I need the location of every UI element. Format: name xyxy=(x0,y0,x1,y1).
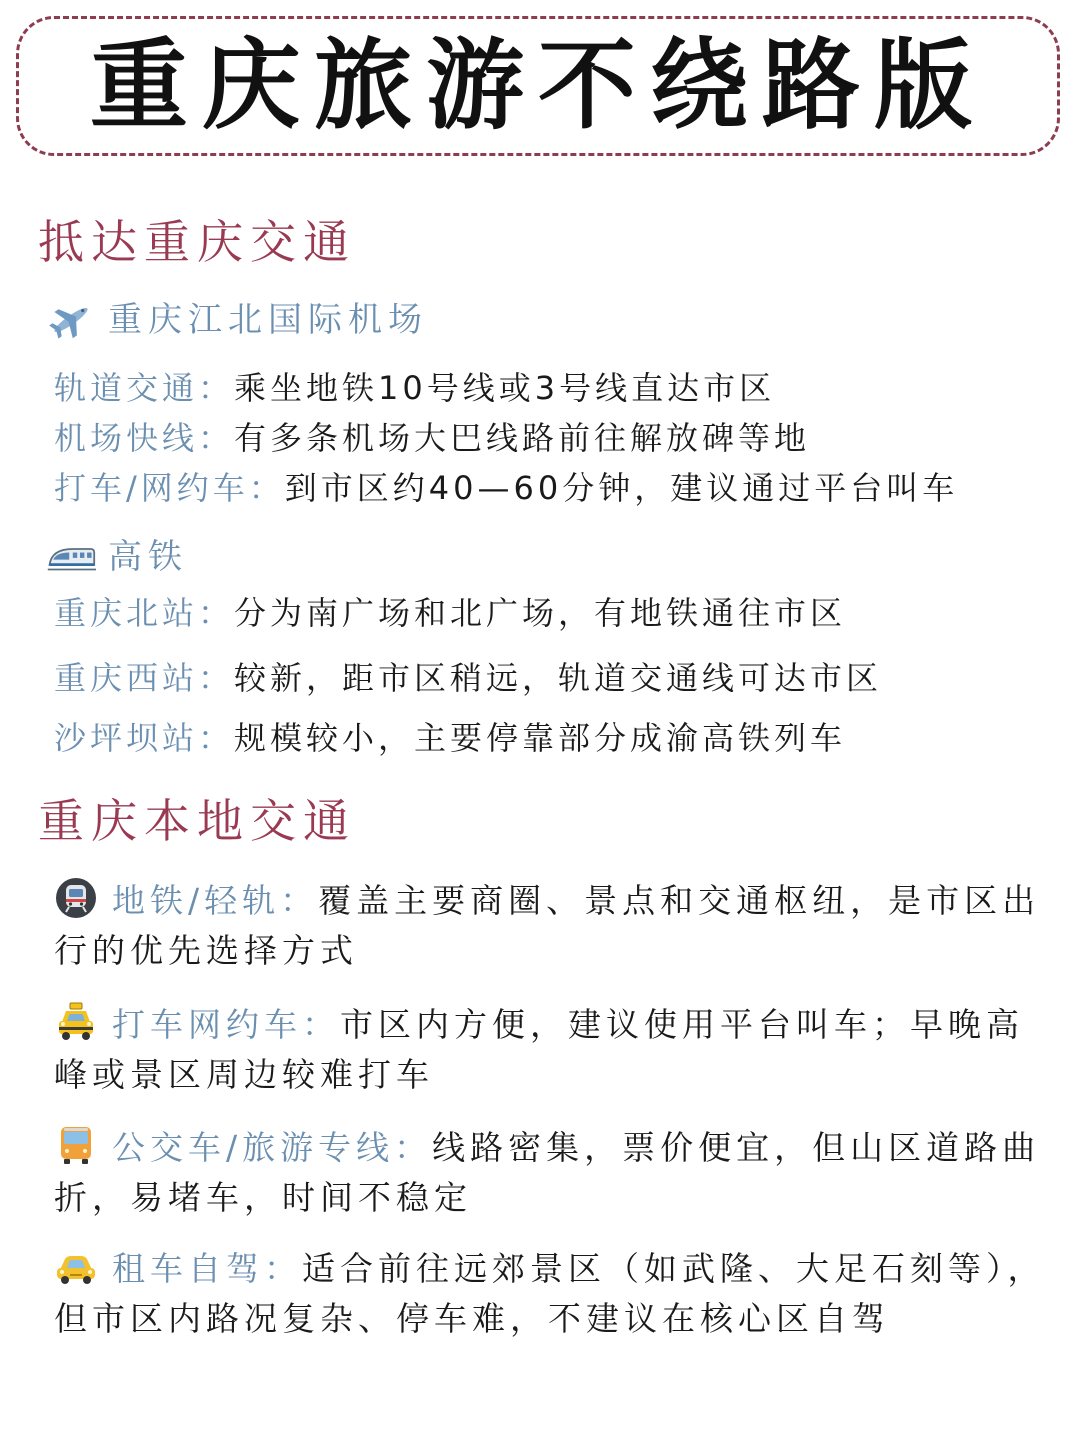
rail-title: 高铁 xyxy=(108,537,188,577)
item-text: 到市区约40—60分钟，建议通过平台叫车 xyxy=(284,469,959,507)
rail-item-north xyxy=(54,594,847,632)
bus-icon xyxy=(54,1123,100,1163)
item-label: 重庆北站： xyxy=(54,594,235,632)
page-title: 重庆旅游不绕路版 xyxy=(89,28,986,143)
rail-subheading xyxy=(46,537,188,577)
item-text: 乘坐地铁10号线或3号线直达市区 xyxy=(234,369,776,407)
item-label: 打车/网约车： xyxy=(54,469,285,507)
local-section-heading: 重庆本地交通 xyxy=(38,794,356,848)
item-label: 沙坪坝站： xyxy=(54,719,235,757)
rail-item-west xyxy=(54,659,883,697)
taxi-icon xyxy=(54,1000,100,1040)
airport-item-express xyxy=(54,419,811,457)
local-item-bus xyxy=(54,1123,1054,1223)
item-text: 线路密集，票价便宜，但山区道路曲折，易堵车，时间不稳定 xyxy=(54,1128,1041,1217)
item-text: 规模较小，主要停靠部分成渝高铁列车 xyxy=(234,719,847,757)
airport-title: 重庆江北国际机场 xyxy=(108,300,428,340)
item-text: 适合前往远郊景区（如武隆、大足石刻等），但市区内路况复杂、停车难，不建议在核心区自驾 xyxy=(54,1249,1046,1338)
item-text: 有多条机场大巴线路前往解放碑等地 xyxy=(234,419,811,457)
item-text: 市区内方便，建议使用平台叫车；早晚高峰或景区周边较难打车 xyxy=(54,1005,1024,1094)
airport-subheading xyxy=(46,300,428,340)
arrival-section-heading: 抵达重庆交通 xyxy=(38,215,356,269)
item-label: 打车网约车： xyxy=(112,1005,340,1044)
airplane-icon xyxy=(46,300,96,340)
local-item-taxi xyxy=(54,1000,1054,1100)
local-item-metro xyxy=(54,876,1054,976)
item-text: 较新，距市区稍远，轨道交通线可达市区 xyxy=(234,659,883,697)
item-label: 地铁/轻轨： xyxy=(112,881,319,920)
title-banner xyxy=(16,16,1060,156)
item-label: 机场快线： xyxy=(54,419,235,457)
item-label: 公交车/旅游专线： xyxy=(112,1128,433,1167)
item-label: 租车自驾： xyxy=(112,1249,302,1288)
car-icon xyxy=(54,1244,100,1284)
airport-item-metro xyxy=(54,369,776,407)
metro-icon xyxy=(54,876,100,916)
local-item-car xyxy=(54,1244,1054,1344)
bullet-train-icon xyxy=(46,537,96,577)
item-label: 轨道交通： xyxy=(54,369,235,407)
item-text: 覆盖主要商圈、景点和交通枢纽，是市区出行的优先选择方式 xyxy=(54,881,1041,970)
airport-item-taxi xyxy=(54,469,959,507)
item-label: 重庆西站： xyxy=(54,659,235,697)
item-text: 分为南广场和北广场，有地铁通往市区 xyxy=(234,594,847,632)
rail-item-shapingba xyxy=(54,719,847,757)
